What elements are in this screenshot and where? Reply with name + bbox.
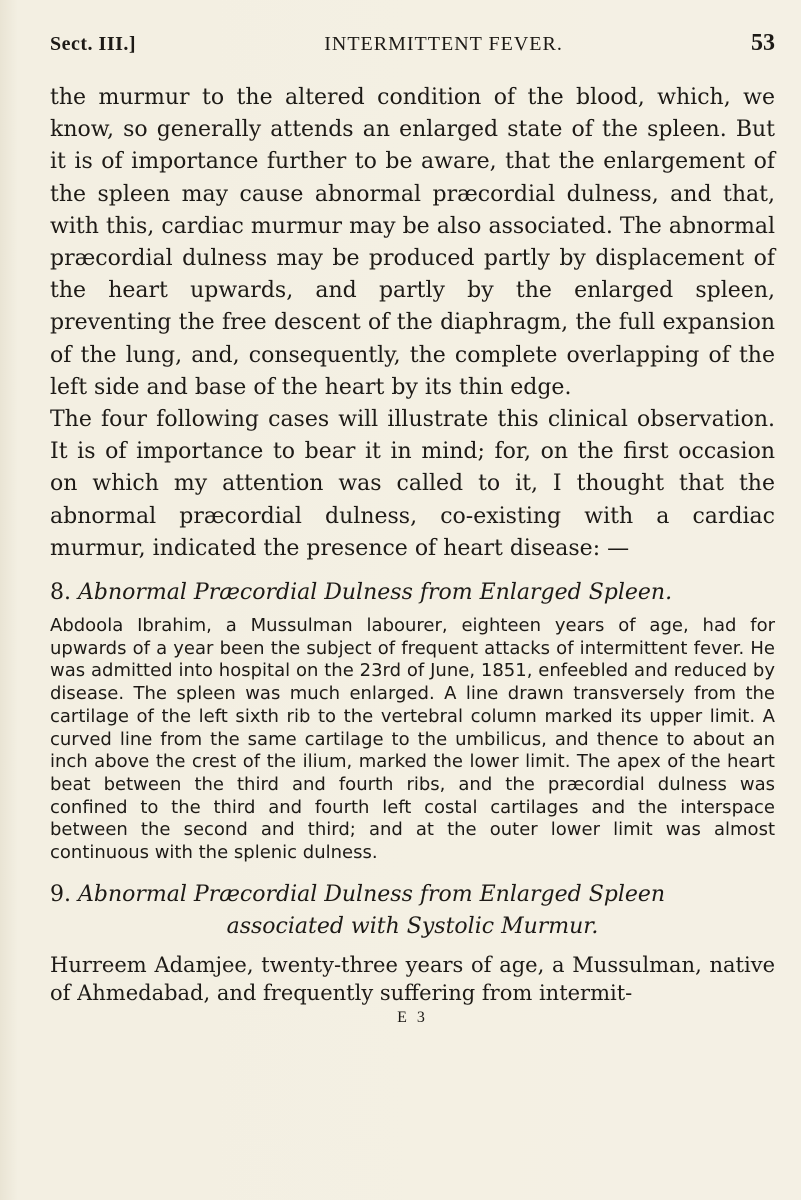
running-head xyxy=(50,30,775,70)
case-9-title-line-2: associated with Systolic Murmur. xyxy=(226,913,599,939)
case-9-number: 9. xyxy=(50,881,71,907)
chapter-title: INTERMITTENT FEVER. xyxy=(324,33,563,55)
case-9-body: Hurreem Adamjee, twenty-three years of age, a Mussulman, native of Ahmedabad, and frequently suffering from intermit- xyxy=(50,952,775,1005)
paragraph-2: The four following cases will illustrate this clinical observation. It is of importance to bear it in mind; for, on the first occasion on which my attention was called to it, I thought that the abnormal præcordial dulness, co-existing with a cardiac murmur, indicated the presence of heart disease: — xyxy=(50,407,775,561)
section-label: Sect. III.] xyxy=(50,33,137,55)
case-8-number: 8. xyxy=(50,580,71,606)
printer-signature: E 3 xyxy=(397,1008,428,1026)
case-8-heading xyxy=(50,577,775,609)
case-9-title-line-1: Abnormal Præcordial Dulness from Enlarged Spleen xyxy=(78,881,666,907)
paragraph-1: the murmur to the altered condition of the blood, which, we know, so generally attends an enlarged state of the spleen. But it is of importance further to be aware, that the enlargement of the spleen may cause abnormal præcordial dulness, and that, with this, cardiac murmur may be also associated. The abnormal præcordial dulness may be produced partly by displacement of the heart upwards, and partly by the enlarged spleen, preventing the free descent of the diaphragm, the full expansion of the lung, and, consequently, the complete overlapping of the left side and base of the heart by its thin edge. xyxy=(50,85,775,400)
case-8-body: Abdoola Ibrahim, a Mussulman labourer, eighteen years of age, had for upwards of a year been the subject of frequent attacks of intermittent fever. He was admitted into hospital on the 23rd of June, 1851, enfeebled and reduced by disease. The spleen was much enlarged. A line drawn transversely from the cartilage of the left sixth rib to the vertebral column marked its upper limit. A curved line from the same cartilage to the umbilicus, and thence to about an inch above the crest of the ilium, marked the lower limit. The apex of the heart beat between the third and fourth ribs, and the præcordial dulness was confined to the third and fourth left costal cartilages and the interspace between the second and third; and at the outer lower limit was almost continuous with the splenic dulness. xyxy=(50,615,775,864)
page-number: 53 xyxy=(751,30,775,56)
main-text xyxy=(50,82,775,565)
case-8-title: Abnormal Præcordial Dulness from Enlarged Spleen. xyxy=(78,580,673,606)
case-9-heading xyxy=(50,879,775,943)
